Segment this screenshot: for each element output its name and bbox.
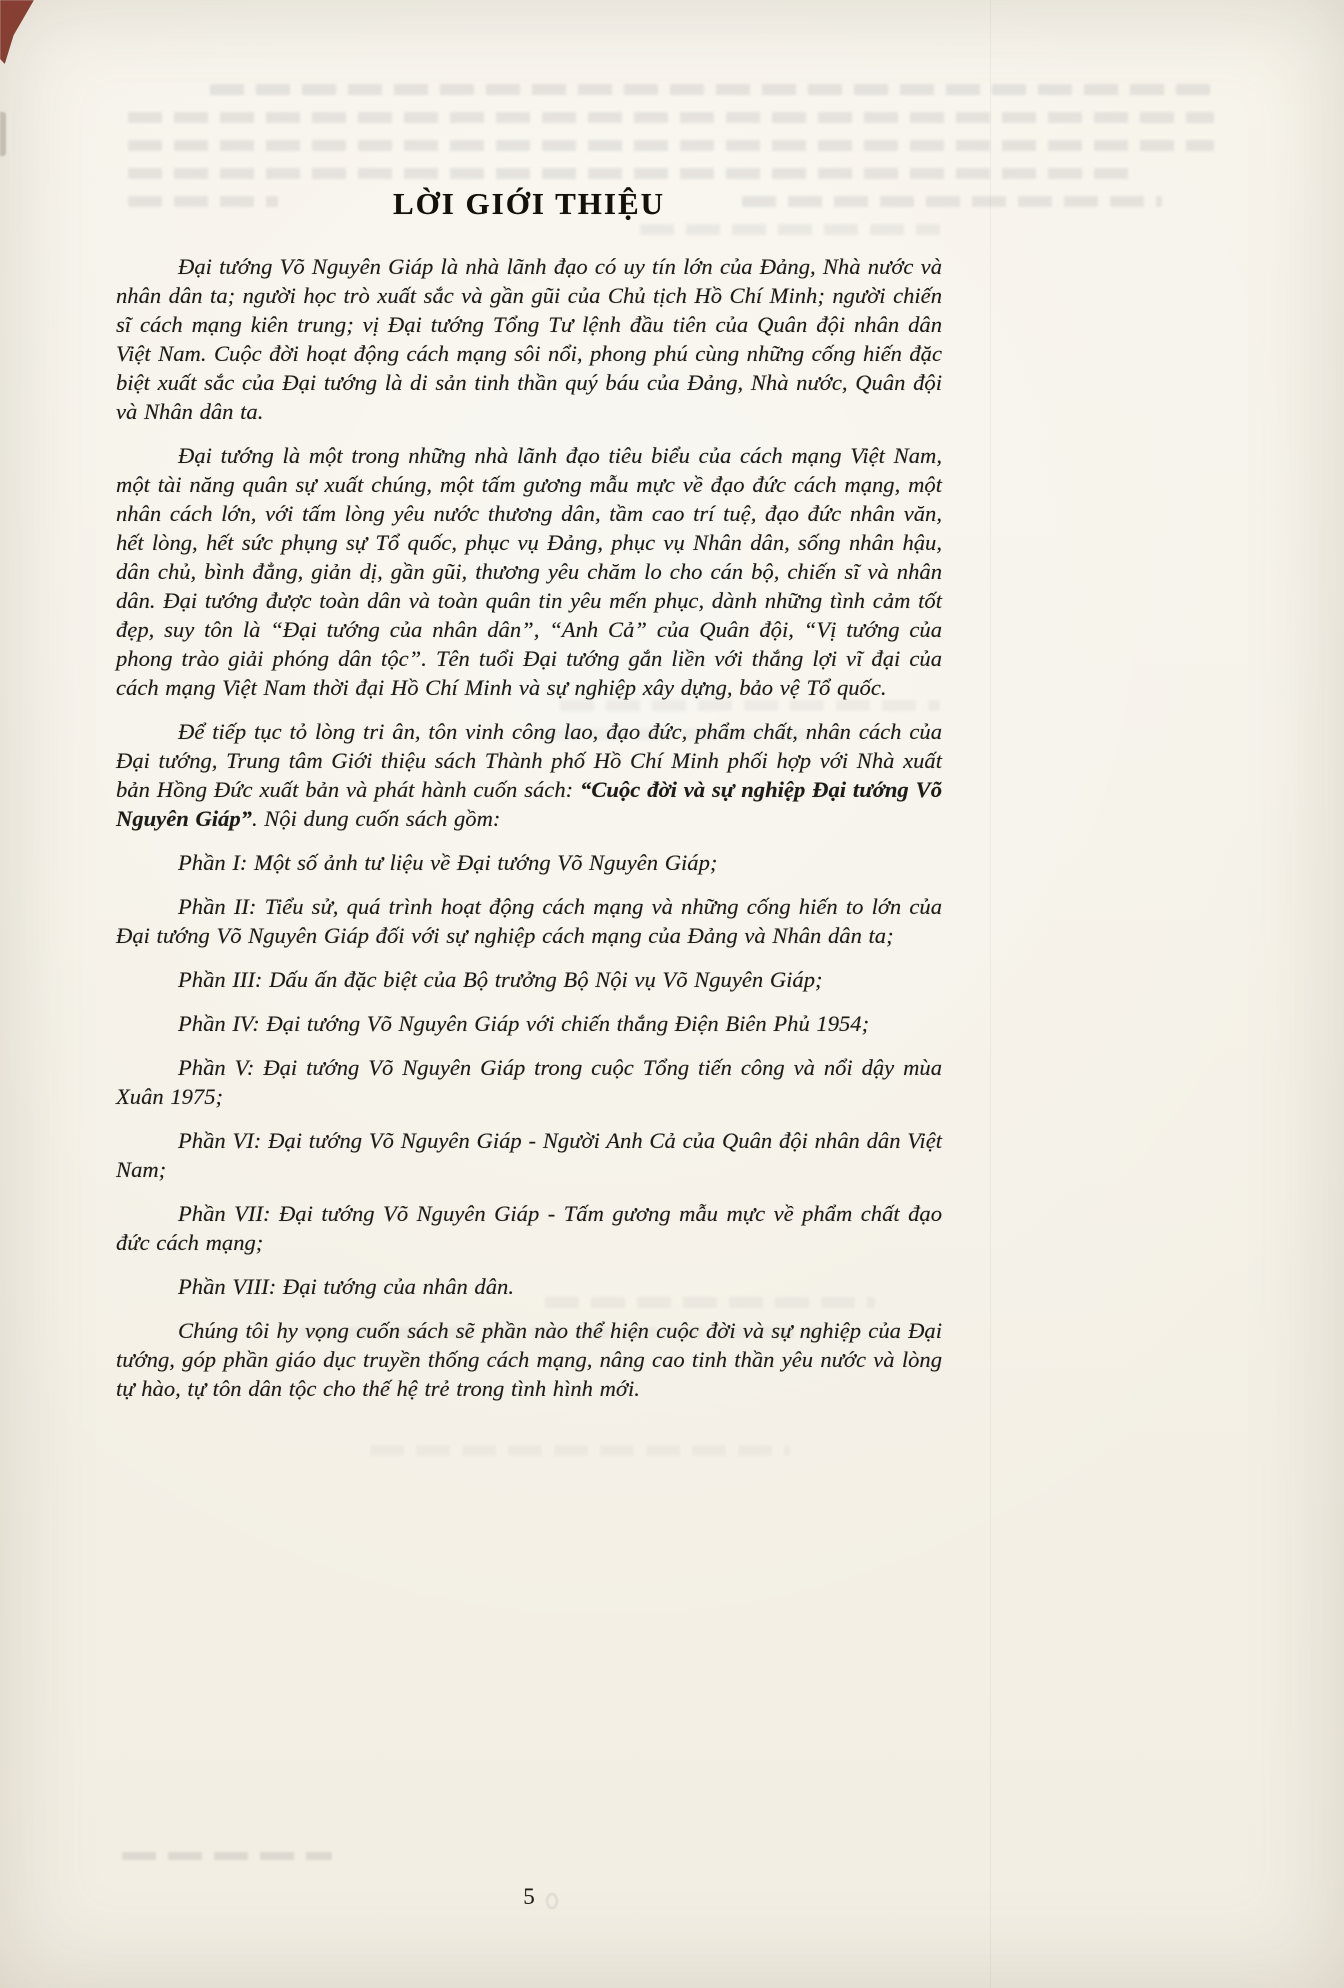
- list-item-part-4: Phần IV: Đại tướng Võ Nguyên Giáp với chiến thắng Điện Biên Phủ 1954;: [178, 1011, 870, 1036]
- announcement-text-pre: Để tiếp tục tỏ lòng tri ân, tôn vinh công lao, đạo đức, phẩm chất, nhân cách của Đại tướng, Trung tâm Giới thiệu sách Thành phố Hồ Chí Minh phối hợp với Nhà xuất bản Hồng Đức xuất bản và phát hành cuốn sách:: [116, 719, 942, 802]
- list-item-part-1: Phần I: Một số ảnh tư liệu về Đại tướng Võ Nguyên Giáp;: [178, 850, 718, 875]
- list-item-part-8: Phần VIII: Đại tướng của nhân dân.: [178, 1274, 514, 1299]
- text-column: [116, 186, 942, 1418]
- scan-corner-artifact: [0, 0, 34, 64]
- list-item-part-5: Phần V: Đại tướng Võ Nguyên Giáp trong cuộc Tổng tiến công và nổi dậy mùa Xuân 1975;: [116, 1055, 942, 1109]
- page-title: LỜI GIỚI THIỆU: [392, 186, 666, 221]
- page-number: 5: [523, 1884, 535, 1909]
- ghost-line: [122, 1852, 332, 1860]
- ghost-line: [370, 1445, 790, 1456]
- page-crease-line: [990, 0, 991, 1988]
- paragraph-book-announcement: [116, 717, 942, 833]
- announcement-text-post: . Nội dung cuốn sách gồm:: [251, 806, 501, 831]
- ghost-line: [128, 140, 1214, 151]
- list-item-part-2: Phần II: Tiểu sử, quá trình hoạt động cách mạng và những cống hiến to lớn của Đại tướng Võ Nguyên Giáp đối với sự nghiệp cách mạng của Đảng và Nhân dân ta;: [116, 894, 942, 948]
- paragraph-intro-2: Đại tướng là một trong những nhà lãnh đạo tiêu biểu của cách mạng Việt Nam, một tài năng quân sự xuất chúng, một tấm gương mẫu mực về đạo đức cách mạng, một nhân cách lớn, với tấm lòng yêu nước thương dân, tầm cao trí tuệ, đạo đức nhân văn, hết lòng, hết sức phụng sự Tổ quốc, phục vụ Đảng, phục vụ Nhân dân, sống nhân hậu, dân chủ, bình đẳng, giản dị, gần gũi, thương yêu chăm lo cho cán bộ, chiến sĩ và nhân dân. Đại tướng được toàn dân và toàn quân tin yêu mến phục, dành những tình cảm tốt đẹp, suy tôn là “Đại tướng của nhân dân”, “Anh Cả” của Quân đội, “Vị tướng của phong trào giải phóng dân tộc”. Tên tuổi Đại tướng gắn liền với thắng lợi vĩ đại của cách mạng Việt Nam thời đại Hồ Chí Minh và sự nghiệp xây dựng, bảo vệ Tổ quốc.: [116, 443, 942, 700]
- scan-edge-artifact: [0, 112, 6, 156]
- list-item-part-3: Phần III: Dấu ấn đặc biệt của Bộ trưởng Bộ Nội vụ Võ Nguyên Giáp;: [178, 967, 823, 992]
- ghost-line: [128, 112, 1214, 123]
- list-item-part-7: Phần VII: Đại tướng Võ Nguyên Giáp - Tấm gương mẫu mực về phẩm chất đạo đức cách mạng;: [116, 1201, 942, 1255]
- list-item-part-6: Phần VI: Đại tướng Võ Nguyên Giáp - Người Anh Cả của Quân đội nhân dân Việt Nam;: [116, 1128, 942, 1182]
- paragraph-intro-1: Đại tướng Võ Nguyên Giáp là nhà lãnh đạo có uy tín lớn của Đảng, Nhà nước và nhân dân ta; người học trò xuất sắc và gần gũi của Chủ tịch Hồ Chí Minh; người chiến sĩ cách mạng kiên trung; vị Đại tướng Tổng Tư lệnh đầu tiên của Quân đội nhân dân Việt Nam. Cuộc đời hoạt động cách mạng sôi nổi, phong phú cùng những cống hiến đặc biệt xuất sắc của Đại tướng là di sản tinh thần quý báu của Đảng, Nhà nước, Quân đội và Nhân dân ta.: [116, 254, 942, 424]
- ghost-line: [128, 168, 1130, 179]
- ghost-line: [210, 84, 1210, 95]
- paragraph-closing: Chúng tôi hy vọng cuốn sách sẽ phần nào thể hiện cuộc đời và sự nghiệp của Đại tướng, góp phần giáo dục truyền thống cách mạng, nâng cao tinh thần yêu nước và lòng tự hào, tự tôn dân tộc cho thế hệ trẻ trong tình hình mới.: [116, 1318, 942, 1401]
- book-title: “Cuộc đời và sự nghiệp Đại tướng Võ Nguyên Giáp”: [116, 777, 942, 831]
